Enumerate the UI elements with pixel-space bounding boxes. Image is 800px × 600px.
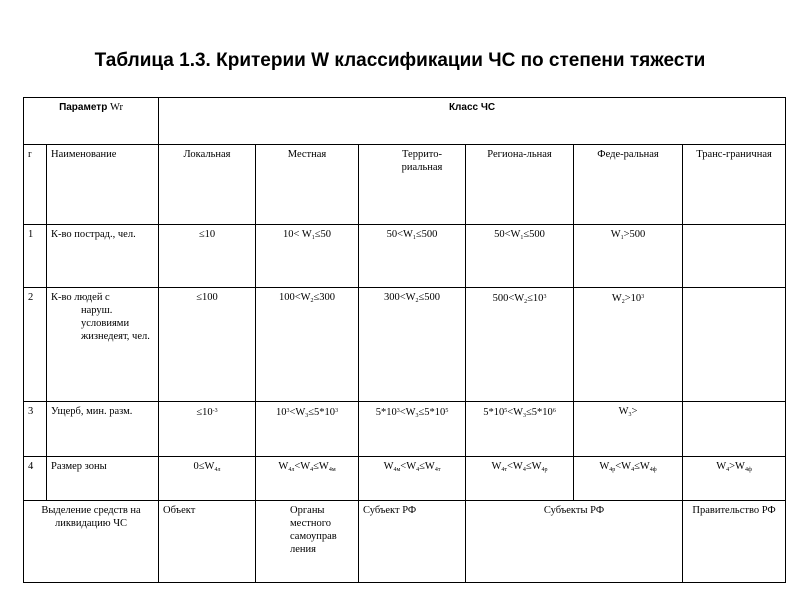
cell-r4-territorial: $W_{4м}<W_4\le W_{4т}$ <box>359 457 466 501</box>
row-name-line1: К-во людей с <box>51 292 110 303</box>
col-local: Локальная <box>159 145 256 225</box>
cell-r1-territorial: $50<W_1\le 500$ <box>359 225 466 288</box>
cell-r3-local: $\le 10^{-3}$ <box>159 402 256 457</box>
param-header-cell <box>24 98 159 145</box>
cell-r2-regional: $500<W_2\le 10^3$ <box>466 288 574 402</box>
subheader-row <box>24 145 786 225</box>
row-number: 1 <box>24 225 47 288</box>
funding-label: Выделение средств на ликвидацию ЧС <box>24 501 159 583</box>
classification-table <box>23 97 786 583</box>
col-transborder: Транс-граничная <box>683 145 786 225</box>
col-regional: Региона-льная <box>466 145 574 225</box>
cell-r4-transborder: $W_4>W_{4ф}$ <box>683 457 786 501</box>
cell-r1-federal: $W_1>500$ <box>574 225 683 288</box>
cell-r4-regional: $W_{4т}<W_4\le W_{4р}$ <box>466 457 574 501</box>
cell-r4-federal: $W_{4р}<W_4\le W_{4ф}$ <box>574 457 683 501</box>
cell-r3-transborder <box>683 402 786 457</box>
row-number: 2 <box>24 288 47 402</box>
cell-r1-local: ≤10 <box>159 225 256 288</box>
table-row <box>24 457 786 501</box>
name-header: Наименование <box>47 145 159 225</box>
cell-r1-regional: $50<W_1\le 500$ <box>466 225 574 288</box>
cell-r4-mestnaya: $W_{4л}<W_4\le W_{4м}$ <box>256 457 359 501</box>
class-header-cell <box>159 98 786 145</box>
class-header: Класс ЧС <box>448 102 496 113</box>
cell-r3-regional: $5*10^5<W_3\le 5*10^6$ <box>466 402 574 457</box>
funding-subject: Субъект РФ <box>359 501 466 583</box>
funding-object: Объект <box>159 501 256 583</box>
header-row <box>24 98 786 145</box>
param-header: Параметр <box>59 102 108 113</box>
row-number: 3 <box>24 402 47 457</box>
row-name-cell <box>47 288 159 402</box>
col-federal: Феде-ральная <box>574 145 683 225</box>
table-row <box>24 288 786 402</box>
cell-r4-local: $0\le W_{4л}$ <box>159 457 256 501</box>
table-row <box>24 225 786 288</box>
col-mestnaya: Местная <box>256 145 359 225</box>
row-name-rest: наруш. условиями жизнедеят, чел. <box>81 305 150 342</box>
cell-r2-transborder <box>683 288 786 402</box>
table-title: Таблица 1.3. Критерии W классификации ЧС по степени тяжести <box>94 50 706 71</box>
cell-r3-territorial: $5*10^3<W_3\le 5*10^5$ <box>359 402 466 457</box>
col-territorial: Террито-риальная <box>359 145 466 225</box>
cell-r3-mestnaya: $10^3<W_3\le 5*10^3$ <box>256 402 359 457</box>
cell-r2-mestnaya: $100<W_2\le 300$ <box>256 288 359 402</box>
row-name: Размер зоны <box>47 457 159 501</box>
funding-organs: Органы местного самоуправ ления <box>290 505 337 555</box>
table-row <box>24 402 786 457</box>
cell-r3-federal: $W_3>$ <box>574 402 683 457</box>
funding-organs-cell <box>256 501 359 583</box>
cell-r2-local: ≤100 <box>159 288 256 402</box>
cell-r1-transborder <box>683 225 786 288</box>
param-header-suffix: Wr <box>109 102 123 113</box>
r-header: r <box>24 145 47 225</box>
funding-government: Правительство РФ <box>683 501 786 583</box>
row-name: К-во пострад., чел. <box>47 225 159 288</box>
row-name: Ущерб, мин. разм. <box>47 402 159 457</box>
row-number: 4 <box>24 457 47 501</box>
cell-r1-mestnaya: $10< W_1\le 50$ <box>256 225 359 288</box>
funding-subjects: Субъекты РФ <box>466 501 683 583</box>
cell-r2-territorial: $300<W_2\le 500$ <box>359 288 466 402</box>
cell-r2-federal: $W_2>10^3$ <box>574 288 683 402</box>
footer-row <box>24 501 786 583</box>
